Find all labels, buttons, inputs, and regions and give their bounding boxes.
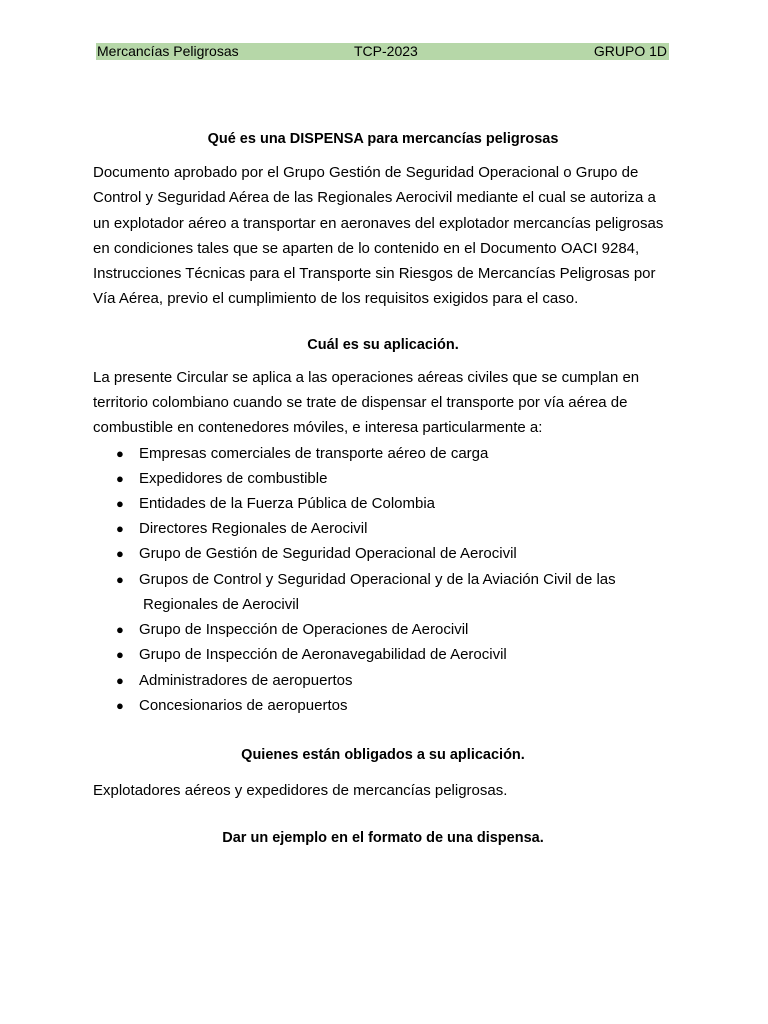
section-heading-example: Dar un ejemplo en el formato de una dispensa. <box>222 830 544 847</box>
bullet-icon: ● <box>116 445 124 461</box>
section-paragraph-obligated: Explotadores aéreos y expedidores de mercancías peligrosas. <box>93 781 508 799</box>
page-header <box>96 43 669 60</box>
document-body <box>93 127 673 848</box>
list-item-text: Administradores de aeropuertos <box>139 671 353 689</box>
list-item-text: Grupo de Inspección de Aeronavegabilidad de Aerocivil <box>139 646 507 664</box>
section-heading-application: Cuál es su aplicación. <box>307 336 459 353</box>
list-item-text: Entidades de la Fuerza Pública de Colombia <box>139 495 436 513</box>
list-item <box>93 466 673 491</box>
list-item <box>93 668 673 693</box>
header-course-name: Mercancías Peligrosas <box>97 43 239 59</box>
bullet-icon: ● <box>116 647 124 663</box>
application-list <box>93 441 673 718</box>
section-heading-definition: Qué es una DISPENSA para mercancías peligrosas <box>207 131 559 147</box>
list-item-text: Directores Regionales de Aerocivil <box>139 520 368 538</box>
bullet-icon: ● <box>116 672 124 688</box>
list-item <box>93 567 673 617</box>
list-item-text: Concesionarios de aeropuertos <box>139 696 348 714</box>
list-item-text: Grupo de Gestión de Seguridad Operacional de Aerocivil <box>139 545 517 563</box>
header-course-code: TCP-2023 <box>354 43 418 59</box>
list-item <box>93 693 673 718</box>
section-heading-obligated: Quienes están obligados a su aplicación. <box>241 746 525 763</box>
bullet-icon: ● <box>116 521 124 537</box>
bullet-icon: ● <box>116 470 124 486</box>
section-paragraph-application: La presente Circular se aplica a las operaciones aéreas civiles que se cumplan en territorio colombiano cuando se trate de dispensar el transporte por vía aérea de combustible en contenedores móviles, e interesa particularmente a: <box>93 368 640 437</box>
bullet-icon: ● <box>116 571 124 587</box>
section-paragraph-definition: Documento aprobado por el Grupo Gestión de Seguridad Operacional o Grupo de Control y Seguridad Aérea de las Regionales Aerocivil mediante el cual se autoriza a un explotador aéreo a transportar en aeronaves del explotador mercancías peligrosas en condiciones tales que se aparten de lo contenido en el Documento OACI 9284, Instrucciones Técnicas para el Transporte sin Riesgos de Mercancías Peligrosas por Vía Aérea, previo el cumplimiento de los requisitos exigidos para el caso. <box>93 164 664 308</box>
list-item-text: Empresas comerciales de transporte aéreo de carga <box>139 444 489 462</box>
bullet-icon: ● <box>116 546 124 562</box>
list-item <box>93 441 673 466</box>
list-item-text: Grupos de Control y Seguridad Operacional y de la Aviación Civil de las Regionales de Aerocivil <box>139 570 616 613</box>
bullet-icon: ● <box>116 622 124 638</box>
bullet-icon: ● <box>116 496 124 512</box>
list-item <box>93 642 673 667</box>
list-item <box>93 516 673 541</box>
bullet-icon: ● <box>116 697 124 713</box>
list-item <box>93 617 673 642</box>
list-item-text: Grupo de Inspección de Operaciones de Aerocivil <box>139 621 469 639</box>
list-item <box>93 491 673 516</box>
list-item <box>93 541 673 566</box>
header-group: GRUPO 1D <box>593 43 667 59</box>
list-item-text: Expedidores de combustible <box>139 469 328 487</box>
